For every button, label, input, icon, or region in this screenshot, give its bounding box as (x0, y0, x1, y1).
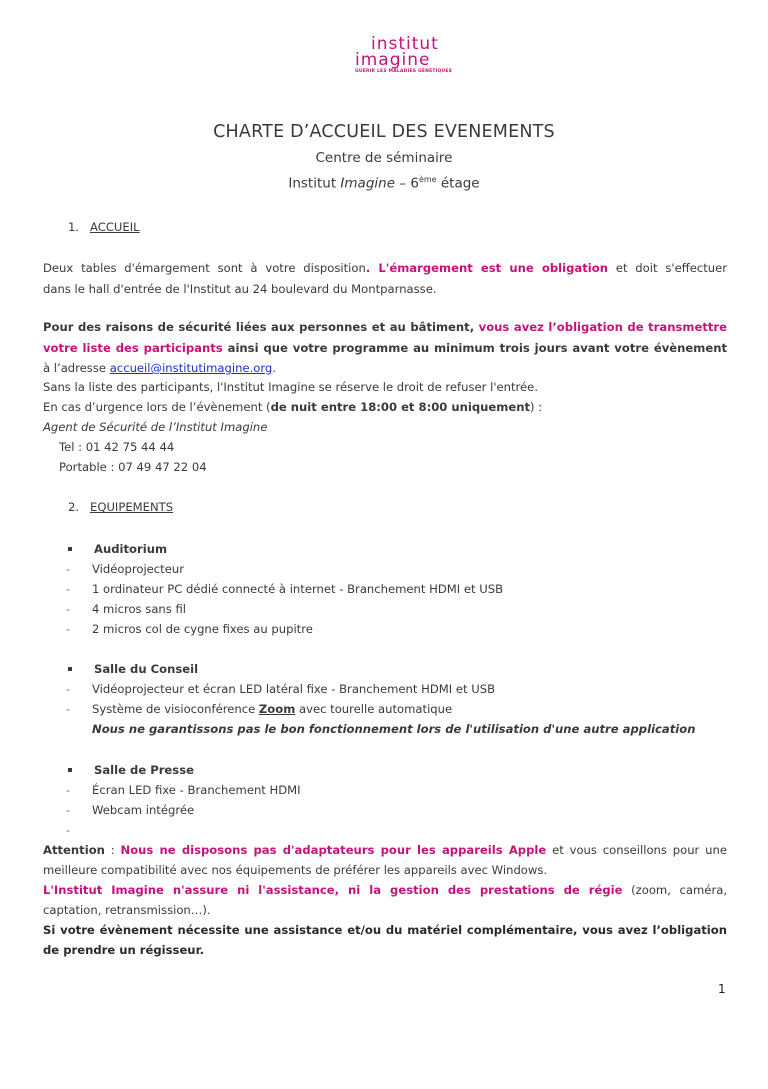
highlight-text: vous avez l’obligation de transmettre (478, 320, 727, 334)
zoom-note: Nous ne garantissons pas le bon fonctionnement lors de l'utilisation d'une autre application (92, 722, 696, 736)
item-text: Système de visioconférence (92, 702, 259, 716)
attention-line1 (43, 843, 727, 857)
final-line1: Si votre évènement nécessite une assistance et/ou du matériel complémentaire, vous avez l’obligation (43, 923, 727, 937)
list-item (66, 602, 186, 616)
list-item (66, 702, 452, 716)
subtitle-suffix: étage (436, 175, 480, 192)
list-item (66, 622, 313, 636)
dash-bullet-icon: - (66, 562, 71, 576)
item-text: 4 micros sans fil (92, 602, 187, 616)
item-text: Vidéoprojecteur (92, 562, 184, 576)
portable: Portable : 07 49 47 22 04 (59, 460, 207, 474)
text: En cas d’urgence lors de l’évènement ( (43, 400, 271, 414)
attention-label: Attention (43, 843, 105, 857)
email-link[interactable]: accueil@institutimagine.org (109, 361, 273, 375)
dash-bullet-icon: - (66, 682, 71, 696)
dash-bullet-icon: - (66, 622, 71, 636)
text: : (104, 843, 121, 857)
list-item (66, 823, 92, 837)
subtitle-sup: ème (418, 175, 437, 184)
section-number: 1. (68, 220, 80, 234)
square-bullet-icon (68, 768, 72, 772)
text: ainsi que votre programme au minimum trois jours avant votre évènement (222, 341, 727, 355)
section-number: 2. (68, 500, 80, 514)
dash-bullet-icon: - (66, 823, 71, 837)
item-text: Écran LED fixe - Branchement HDMI (92, 783, 301, 797)
zoom-text: Zoom (258, 702, 296, 716)
institut-imagine-logo (355, 36, 465, 74)
agent-securite: Agent de Sécurité de l’Institut Imagine (43, 420, 268, 434)
list-item (66, 783, 301, 797)
page-title: CHARTE D’ACCUEIL DES EVENEMENTS (213, 122, 555, 142)
subtitle-location (0, 175, 768, 192)
item-text: Webcam intégrée (92, 803, 195, 817)
highlight-text: . L'émargement est une obligation (365, 261, 608, 275)
subtitle-italic: Imagine (340, 175, 396, 192)
paragraph-emargement-line1 (43, 261, 727, 275)
paragraph-securite-line2 (43, 341, 727, 355)
bold-text: de nuit entre 18:00 et 8:00 uniquement (270, 400, 531, 414)
highlight-text: L'Institut Imagine n'assure ni l'assistance, ni la gestion des prestations de régie (43, 883, 623, 897)
subtitle-prefix: Institut (288, 175, 341, 192)
item-text: 2 micros col de cygne fixes au pupitre (92, 622, 313, 636)
text: ) : (530, 400, 543, 414)
highlight-text: Nous ne disposons pas d'adaptateurs pour les appareils Apple (120, 843, 547, 857)
room-salle-du-conseil (66, 662, 198, 676)
highlight-text: votre liste des participants (43, 341, 223, 355)
logo-line1: institut (371, 34, 439, 54)
attention-line2: meilleure compatibilité avec nos équipements de préférer les appareils avec Windows. (43, 863, 548, 877)
list-item (66, 803, 194, 817)
subtitle-mid: – 6 (395, 175, 419, 192)
logo-tagline: GUÉRIR LES MALADIES GÉNÉTIQUES (355, 69, 453, 74)
paragraph-refus: Sans la liste des participants, l'Institut Imagine se réserve le droit de refuser l'entrée. (43, 380, 538, 394)
paragraph-urgence (43, 400, 542, 414)
subtitle-centre: Centre de séminaire (315, 150, 453, 166)
room-name: Salle de Presse (94, 763, 194, 777)
paragraph-securite-line1 (43, 320, 727, 334)
section-title: EQUIPEMENTS (90, 500, 174, 514)
dash-bullet-icon: - (66, 803, 71, 817)
text: et vous conseillons pour une (546, 843, 727, 857)
text: à l’adresse (43, 361, 110, 375)
text: et doit s'effectuer (608, 261, 727, 275)
item-text: 1 ordinateur PC dédié connecté à internet - Branchement HDMI et USB (92, 582, 504, 596)
paragraph-emargement-line2: dans le hall d'entrée de l'Institut au 24 boulevard du Montparnasse. (43, 282, 437, 296)
room-salle-de-presse (66, 763, 194, 777)
dash-bullet-icon: - (66, 582, 71, 596)
telephone: Tel : 01 42 75 44 44 (59, 440, 175, 454)
final-line2: de prendre un régisseur. (43, 943, 205, 957)
item-text: avec tourelle automatique (295, 702, 453, 716)
list-item (66, 582, 503, 596)
square-bullet-icon (68, 667, 72, 671)
dash-bullet-icon: - (66, 602, 71, 616)
paragraph-securite-line3 (43, 361, 276, 375)
dash-bullet-icon: - (66, 702, 71, 716)
room-name: Auditorium (94, 542, 168, 556)
room-name: Salle du Conseil (94, 662, 199, 676)
text: . (272, 361, 276, 375)
page-number: 1 (718, 982, 726, 996)
dash-bullet-icon: - (66, 783, 71, 797)
room-auditorium (66, 542, 167, 556)
list-item (66, 562, 184, 576)
regie-line2: captation, retransmission…). (43, 903, 211, 917)
text: Pour des raisons de sécurité liées aux personnes et au bâtiment, (43, 320, 479, 334)
section-title: ACCUEIL (90, 220, 140, 234)
logo-line2: imagine (355, 50, 431, 70)
section-heading-equipements (68, 500, 173, 514)
list-item (66, 682, 495, 696)
regie-line1 (43, 883, 727, 897)
section-heading-accueil (68, 220, 140, 234)
square-bullet-icon (68, 547, 72, 551)
item-text: Vidéoprojecteur et écran LED latéral fixe - Branchement HDMI et USB (92, 682, 496, 696)
text: (zoom, caméra, (622, 883, 727, 897)
text: Deux tables d'émargement sont à votre disposition (43, 261, 366, 275)
